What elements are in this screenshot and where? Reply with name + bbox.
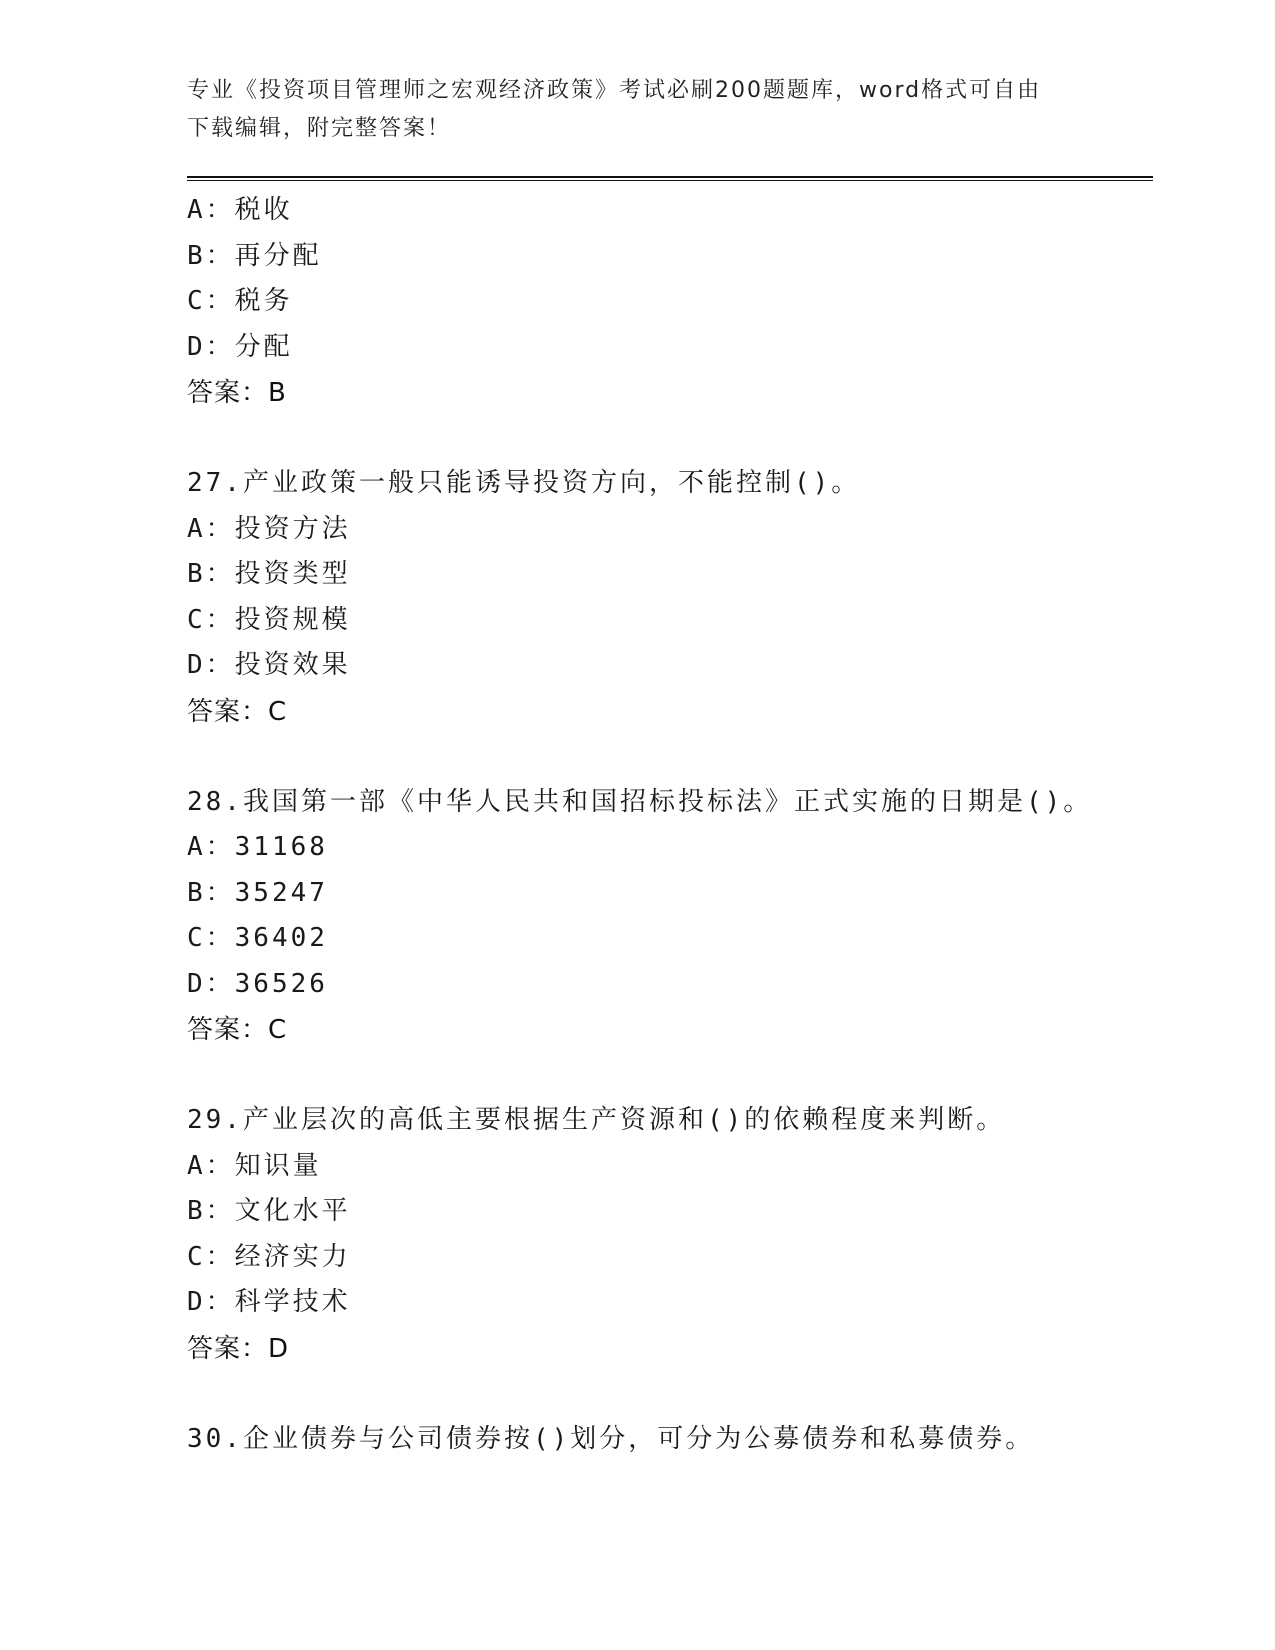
header-rule-thick: [187, 176, 1153, 178]
header-line-2: 下载编辑，附完整答案！: [187, 116, 452, 141]
question-text: 30.企业债券与公司债券按()划分，可分为公募债券和私募债券。: [187, 1423, 1035, 1454]
option-d: D：科学技术: [187, 1287, 351, 1317]
question-27-block: [187, 461, 1167, 735]
header-line-1: 专业《投资项目管理师之宏观经济政策》考试必刷200题题库，word格式可自由: [187, 78, 1042, 103]
option-b: B：35247: [187, 877, 328, 908]
question-26-block: [187, 188, 1167, 416]
spacer: [187, 1372, 1167, 1417]
option-d: D：36526: [187, 968, 328, 999]
spacer: [187, 416, 1167, 461]
option-c: C：经济实力: [187, 1241, 351, 1272]
option-b: B：投资类型: [187, 559, 351, 589]
question-list: [187, 188, 1167, 1462]
option-c: C：36402: [187, 923, 328, 953]
answer-line: 答案：C: [187, 696, 288, 727]
option-c: C：税务: [187, 286, 293, 316]
header-rule-thin: [187, 180, 1153, 181]
question-text: 28.我国第一部《中华人民共和国招标投标法》正式实施的日期是()。: [187, 786, 1093, 817]
answer-line: 答案：B: [187, 378, 287, 408]
option-a: A：税收: [187, 195, 293, 225]
option-c: C：投资规模: [187, 604, 351, 635]
question-30-block: [187, 1417, 1167, 1463]
document-header: [187, 72, 1087, 148]
question-text: 27.产业政策一般只能诱导投资方向，不能控制()。: [187, 468, 861, 498]
option-b: B：文化水平: [187, 1196, 351, 1226]
option-a: A：投资方法: [187, 513, 351, 544]
option-a: A：知识量: [187, 1150, 322, 1181]
spacer: [187, 735, 1167, 780]
spacer: [187, 1053, 1167, 1098]
answer-line: 答案：C: [187, 1015, 288, 1045]
option-d: D：投资效果: [187, 650, 351, 680]
question-29-block: [187, 1098, 1167, 1372]
option-b: B：再分配: [187, 240, 322, 271]
answer-line: 答案：D: [187, 1333, 290, 1364]
question-text: 29.产业层次的高低主要根据生产资源和()的依赖程度来判断。: [187, 1105, 1006, 1135]
option-a: A：31168: [187, 832, 328, 862]
question-28-block: [187, 780, 1167, 1054]
option-d: D：分配: [187, 331, 293, 362]
